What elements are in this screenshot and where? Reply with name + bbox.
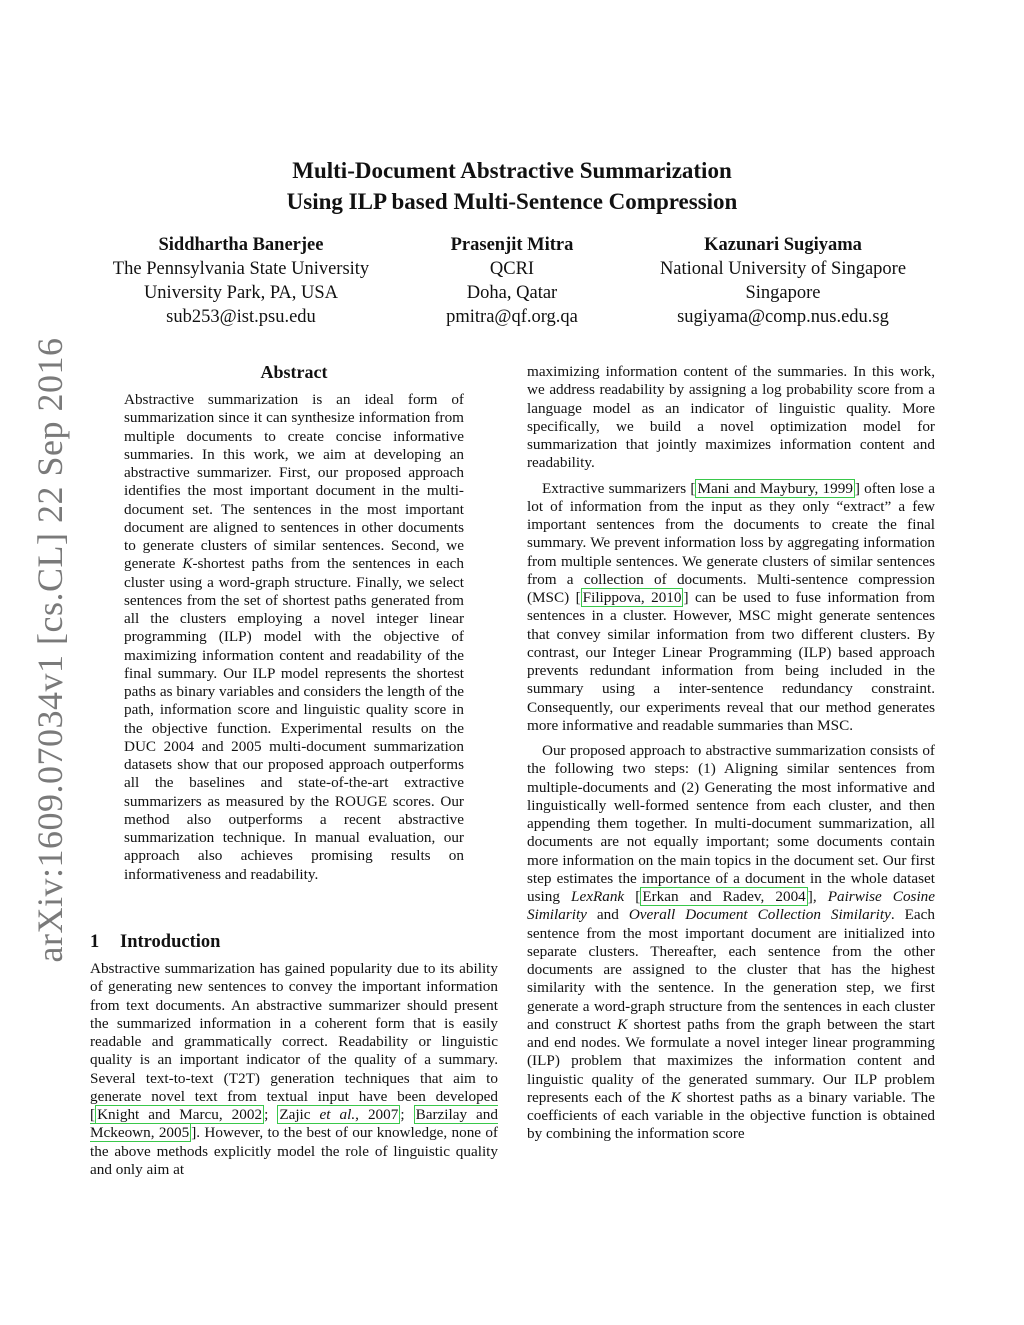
section-title: Introduction [120,932,221,952]
paragraph-text: ] often lose a lot of information from the input as they only “extract” a few important sentences from the documents to create the final summary. We prevent information loss by aggregating information from multiple sentences. We generate clusters of similar sentences from a collection of documents. Multi-sentence compression (MSC) [ [527,479,935,606]
section-number: 1 [90,932,100,952]
paragraph [527,480,935,736]
math-k: K [182,555,193,573]
citation-link[interactable]: Barzilay and Mckeown, 2005 [90,1106,498,1142]
paragraph-text: ] can be used to fuse information from sentences in a cluster. However, MSC might generate sentences that convey similar information from two different clusters. By contrast, our Integer Linear Programming (ILP) based approach prevents redundant information from being included in the summary using a inter-sentence redundancy constraint. Consequently, our experiments reveal that our method generates more informative and readable summaries than MSC. [527,589,935,734]
author-location: Doha, Qatar [466,283,558,303]
author-affiliation: National University of Singapore [659,259,907,279]
abstract-text [124,391,464,884]
author-block [113,233,369,329]
author-block [446,233,578,329]
abstract-text-part: -shortest paths from the sentences in each cluster using a word-graph structure. Finally, we select sentences from the set of shortest paths generated from all the clusters employing a novel integer linear programming (ILP) model with the objective of maximizing information content and readability of the final summary. Our ILP model represents the shortest paths as binary variables and considers the length of the path, information score and linguistic quality score in the objective function. Experimental results on the DUC 2004 and 2005 multi-document summarization datasets show that our proposed approach outperforms all the baselines and state-of-the-art extractive summarizers as measured by the ROUGE scores. Our method also outperforms a recent abstractive summarization technique. In manual evaluation, our approach also achieves promising results on informativeness and readability. [124,555,464,883]
citation-link[interactable]: Erkan and Radev, 2004 [642,888,806,905]
citation-link[interactable]: Knight and Marcu, 2002 [97,1106,263,1123]
abstract-heading: Abstract [260,362,328,382]
author-email: pmitra@qf.org.qa [446,307,578,327]
term-overall-similarity: Overall Document Collection Similarity [628,906,891,924]
math-k: K [617,1015,628,1033]
paragraph-text: ; [264,1106,278,1123]
intro-paragraph [90,960,498,1179]
citation-text: et al. [319,1106,356,1123]
citation-text: , 2007 [355,1106,399,1123]
author-name: Siddhartha Banerjee [158,235,324,255]
paragraph [527,742,935,1144]
paragraph-text: Abstractive summarization has gained popularity due to its ability of generating new sentences to convey the important information from text documents. An abstractive summarizer should present the summarized information in a coherent form that is easily readable and grammatically correct. Readability or linguistic quality is an important indicator of the quality of a summary. Several text-to-text (T2T) generation techniques that aim to generate novel text from textual input have been developed [ [90,960,498,1123]
author-affiliation: QCRI [489,259,535,279]
paragraph-text: shortest paths as a binary variable. The coefficients of each variable in the objective function is obtained by combining the information score [527,1088,935,1143]
citation-text: Zajic [279,1106,320,1123]
abstract-text-part: Abstractive summarization is an ideal form of summarization since it can synthesize information from multiple documents to create concise informative summaries. In this work, we aim at developing an abstractive summarizer. First, our proposed approach identifies the most important document in the multi-document set. The sentences in the most important document are aligned to sentences in other documents to generate clusters of similar sentences. Second, we generate [124,391,464,573]
arxiv-identifier: arXiv:1609.07034v1 [cs.CL] 22 Sep 2016 [30,337,70,963]
author-block [660,233,906,329]
math-k: K [670,1088,681,1106]
paragraph-text: Extractive summarizers [ [542,479,696,497]
section-heading-introduction [90,930,220,954]
citation-link[interactable]: Mani and Maybury, 1999 [697,479,853,497]
paragraph-text: ]. However, to the best of our knowledge, none of the above methods explicitly model the role of linguistic quality and only aim at [90,1124,498,1178]
right-column-body [527,363,935,1144]
author-email: sugiyama@comp.nus.edu.sg [677,307,889,327]
author-affiliation: The Pennsylvania State University [112,259,370,279]
term-lexrank: LexRank [571,888,625,905]
left-column-body [90,960,498,1179]
author-location: Singapore [745,283,821,303]
term-pairwise-cosine: Pairwise Cosine Similarity [527,888,935,924]
author-location: University Park, PA, USA [143,283,339,303]
paragraph-text: [ [624,888,641,905]
paper-title [0,155,1024,217]
paragraph-text: ], [807,888,828,905]
author-name: Prasenjit Mitra [450,235,574,255]
author-name: Kazunari Sugiyama [704,235,862,255]
paragraph-text: shortest paths from the graph between the start and end nodes. We formulate a novel integer linear programming (ILP) problem that maximizes the information content and linguistic quality of the generated summary. Our ILP problem represents each of the [527,1015,935,1106]
paragraph: maximizing information content of the summaries. In this work, we address readability by assigning a log probability score from a language model as an indicator of linguistic quality. More specifically, we build a novel optimization model for summarization that jointly maximizes information content and readability. [527,363,935,472]
author-email: sub253@ist.psu.edu [166,307,316,327]
paragraph-text: and [586,906,629,924]
paragraph-text: . Each sentence from the most important document are initialized into separate clusters. Thereafter, each sentence from the other documents are assigned to the cluster that has the highest similarity with the sentence. In the generation step, we first generate a word-graph structure from the sentences in each cluster and construct [527,906,935,1033]
citation-link[interactable]: Filippova, 2010 [582,589,682,606]
paragraph-text: Our proposed approach to abstractive summarization consists of the following two steps: (1) Aligning similar sentences from multiple-documents and (2) Generating the most informative and linguistically well-formed sentence from each cluster, and then appending them together. In multi-document summarization, all documents are not equally important; some documents contain more information on the main topics in the document set. Our first step estimates the importance of a document in the whole dataset using [527,742,935,905]
title-line-1: Multi-Document Abstractive Summarization [292,158,732,183]
paragraph-text: ; [400,1106,414,1123]
citation-link[interactable] [277,1105,400,1124]
title-line-2: Using ILP based Multi-Sentence Compression [286,189,738,214]
